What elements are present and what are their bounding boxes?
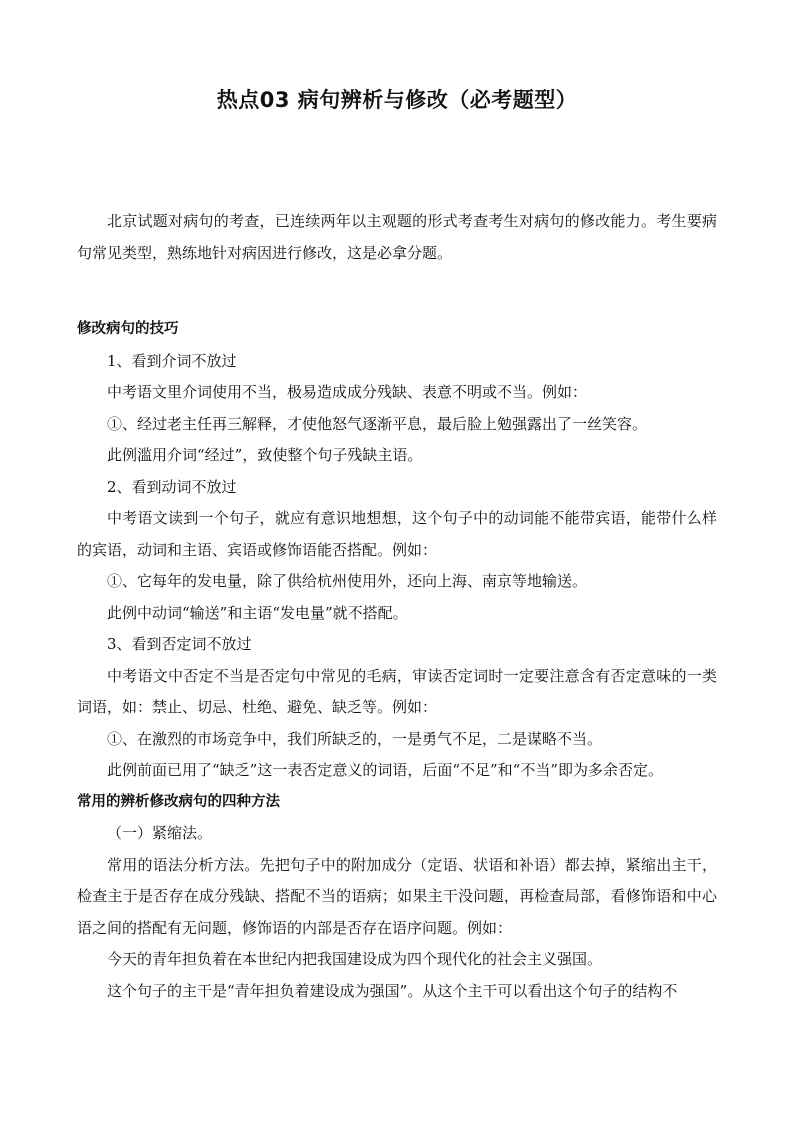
method1-note: 这个句子的主干是“青年担负着建设成为强国”。从这个主干可以看出这个句子的结构不: [107, 981, 678, 1000]
tip1-desc: 中考语文里介词使用不当，极易造成成分残缺、表意不明或不当。例如：: [107, 383, 588, 401]
tip3-title: 3、看到否定词不放过: [107, 635, 252, 653]
tip2-desc: 中考语文读到一个句子，就应有意识地想想，这个句子中的动词能不能带宾语，能带什么样的宾语，动词和主语、宾语或修饰语能否搭配。例如：: [77, 509, 717, 559]
method1-title: （一）紧缩法。: [107, 824, 213, 842]
document-body: [77, 206, 717, 1007]
tip3-note: 此例前面已用了“缺乏”这一表否定意义的词语，后面“不足”和“不当”即为多余否定。: [107, 761, 664, 779]
section-heading-techniques: 修改病句的技巧: [77, 321, 179, 337]
tip1-example: ①、经过老主任再三解释，才使他怒气逐渐平息，最后脸上勉强露出了一丝笑容。: [107, 414, 648, 433]
method1-desc: 常用的语法分析方法。先把句子中的附加成分（定语、状语和补语）都去掉，紧缩出主干，检查主于是否存在成分残缺、搭配不当的语病；如果主干没问题，再检查局部，看修饰语和中心语之间的搭配有无问题，修饰语的内部是否存在语序问题。例如：: [77, 855, 717, 937]
tip1-title: 1、看到介词不放过: [107, 351, 237, 370]
tip2-note: 此例中动词“输送”和主语“发电量”就不搭配。: [107, 603, 408, 622]
tip2-title: 2、看到动词不放过: [107, 477, 237, 496]
spacer: [77, 269, 717, 314]
tip2-example: ①、它每年的发电量，除了供给杭州使用外，还向上海、南京等地输送。: [107, 572, 588, 590]
intro-paragraph: 北京试题对病句的考查，已连续两年以主观题的形式考查考生对病句的修改能力。考生要病句常见类型，熟练地针对病因进行修改，这是必拿分题。: [77, 212, 717, 262]
tip3-example: ①、在激烈的市场竞争中，我们所缺乏的，一是勇气不足，二是谋略不当。: [107, 729, 603, 748]
page-title: 热点03 病句辨析与修改（必考题型）: [216, 88, 578, 112]
tip1-note: 此例滥用介词“经过”，致使整个句子残缺主语。: [107, 446, 423, 464]
section-heading-methods: 常用的辨析修改病句的四种方法: [77, 793, 280, 810]
method1-example: 今天的青年担负着在本世纪内把我国建设成为四个现代化的社会主义强国。: [107, 950, 603, 968]
tip3-desc: 中考语文中否定不当是否定句中常见的毛病，审读否定词时一定要注意含有否定意味的一类词语，如：禁止、切忌、杜绝、避免、缺乏等。例如：: [77, 666, 717, 716]
